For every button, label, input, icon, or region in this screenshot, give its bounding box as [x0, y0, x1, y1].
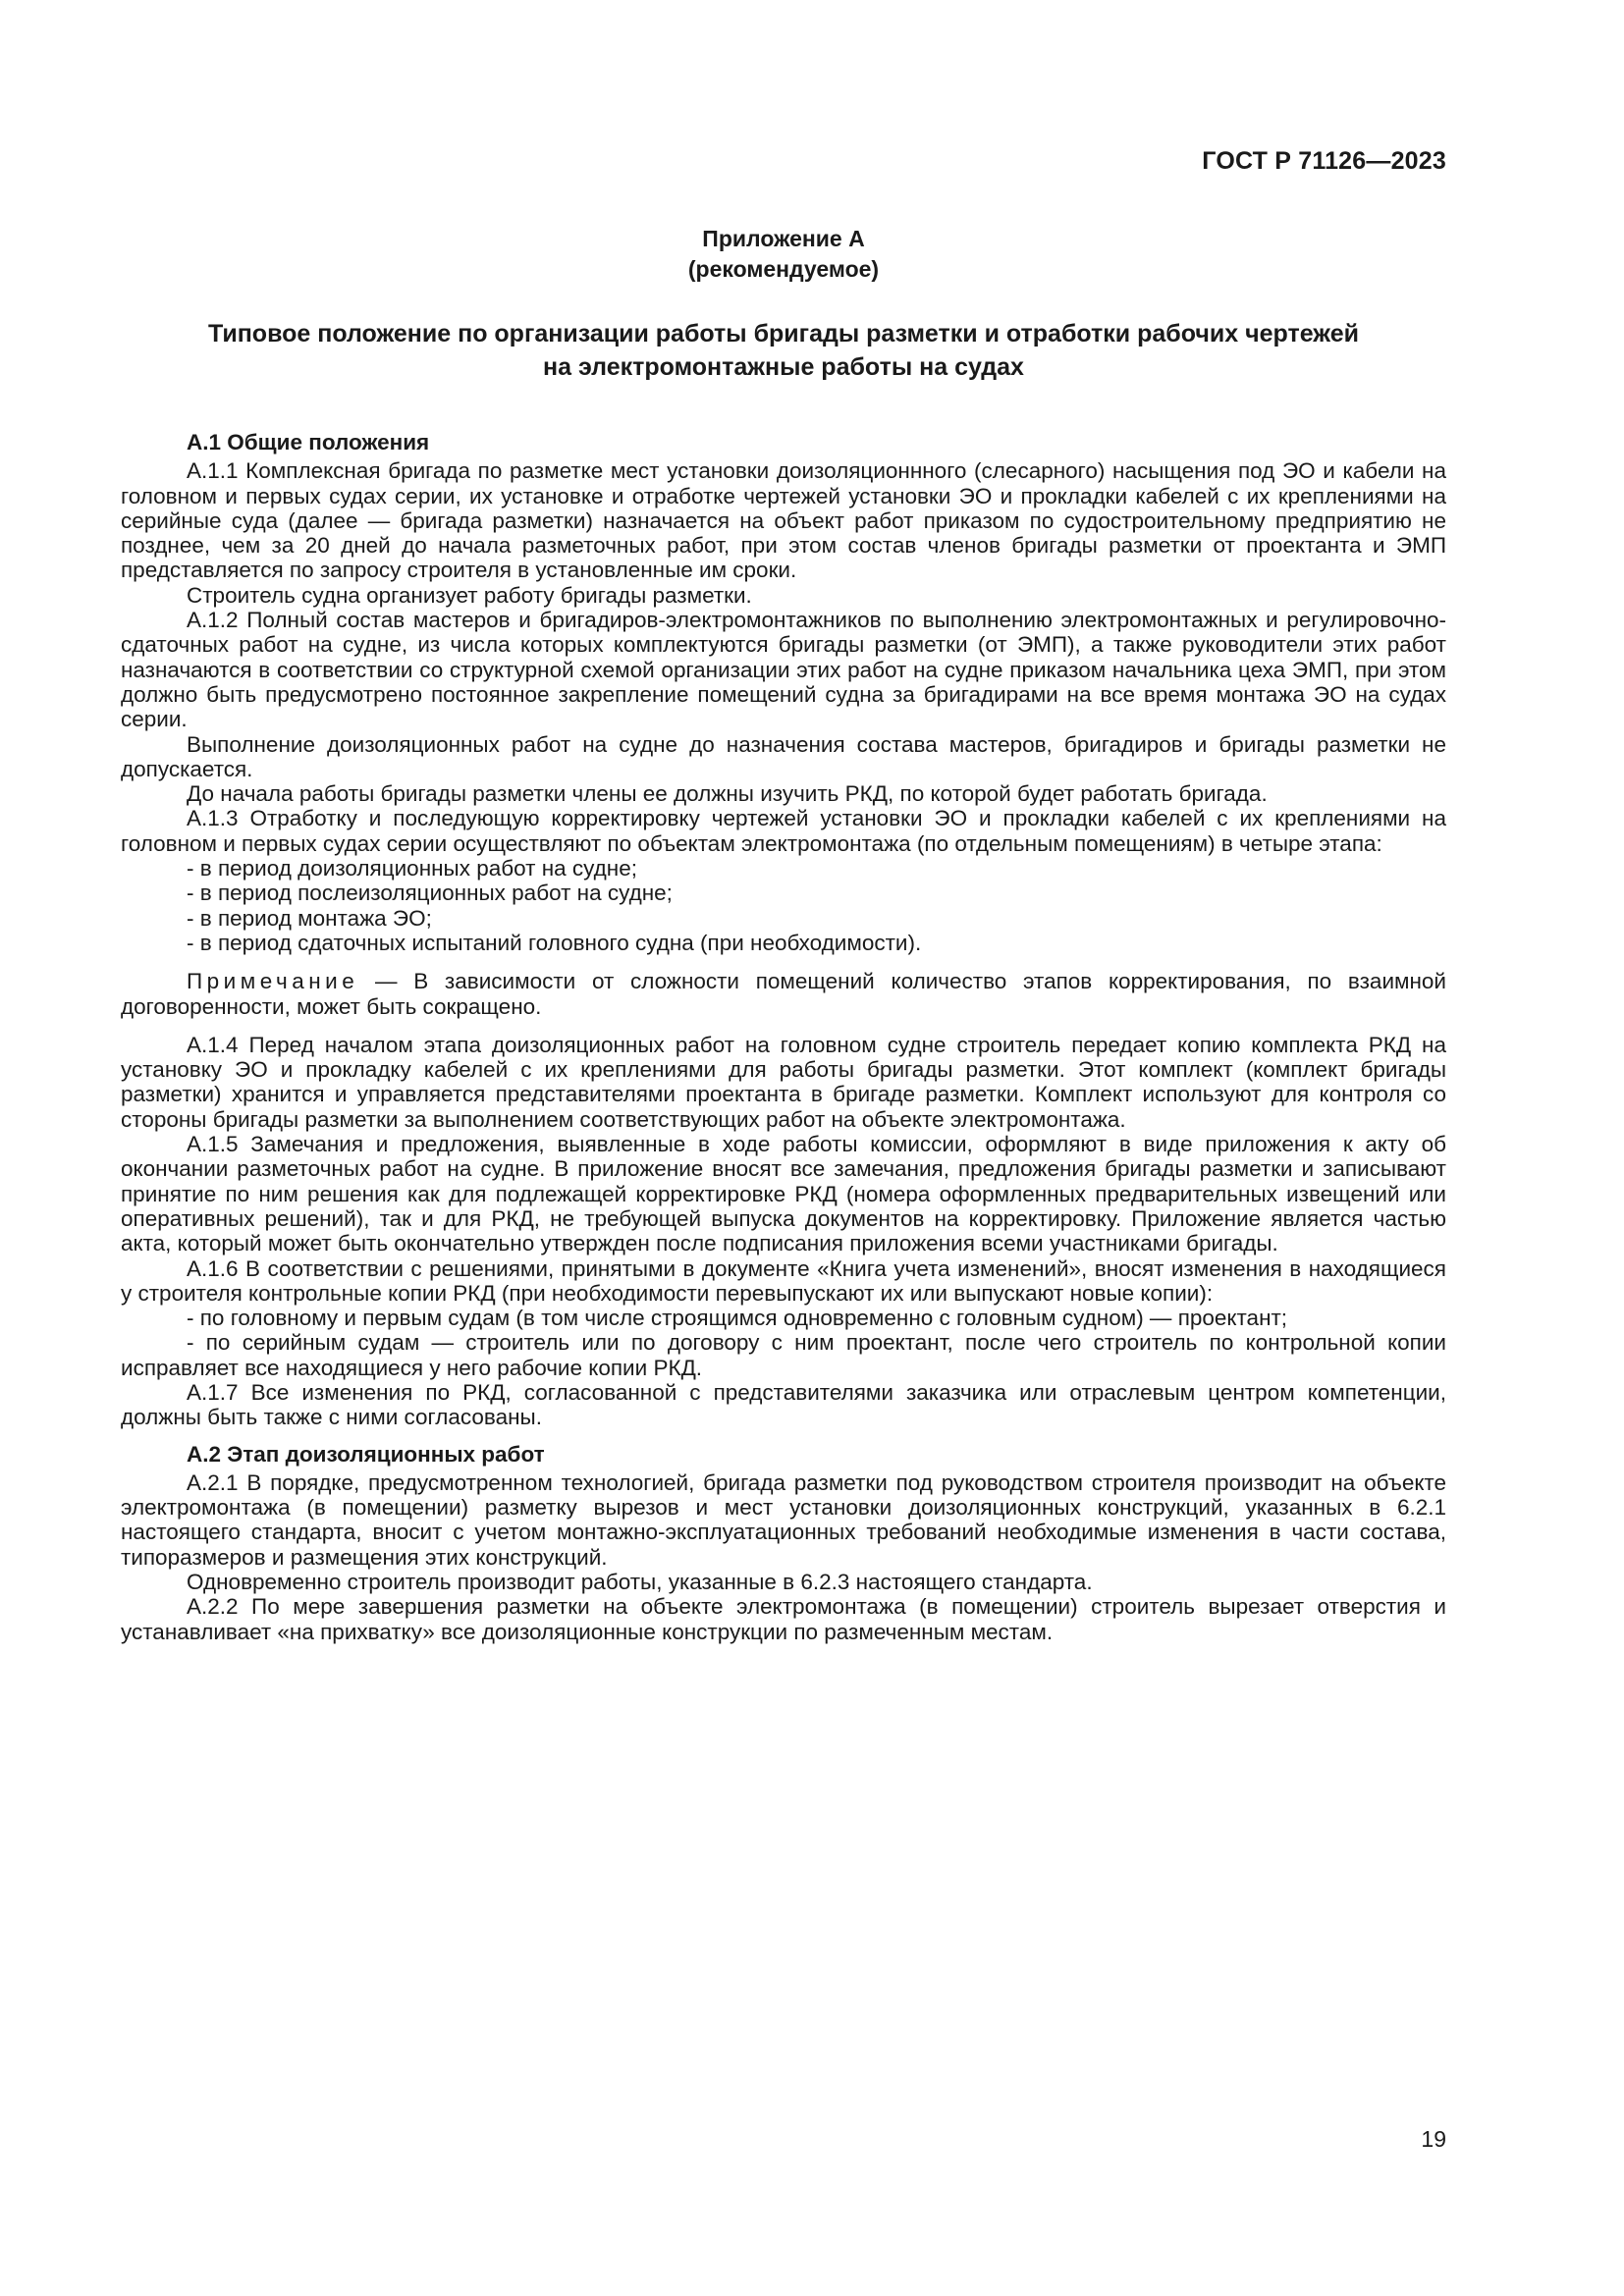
paragraph: А.1.4 Перед началом этапа доизоляционных работ на головном судне строитель передает копию комплекта РКД на установку ЭО и прокладку кабелей с их креплениями для работы бригады разметки. Этот комплект (комплект бригады разметки) хранится и управляется представителями проектанта в бригаде разметки. Комплект используют для контроля со стороны бригады разметки за выполнением соответствующих работ на объекте электромонтажа.	[121, 1032, 1446, 1132]
paragraph: А.2.1 В порядке, предусмотренном технологией, бригада разметки под руководством строителя производит на объекте электромонтажа (в помещении) разметку вырезов и мест установки доизоляционных конструкций, указанных в 6.2.1 настоящего стандарта, вносит с учетом монтажно-эксплуатационных требований необходимые изменения в части состава, типоразмеров и размещения этих конструкций.	[121, 1469, 1446, 1570]
paragraph: А.1.2 Полный состав мастеров и бригадиров-электромонтажников по выполнению электромонтажных и регулировочно-сдаточных работ на судне, из числа которых комплектуются бригады разметки (от ЭМП), а также руководители этих работ назначаются в соответствии со структурной схемой организации этих работ на судне приказом начальника цеха ЭМП, при этом должно быть предусмотрено постоянное закрепление помещений судна за бригадирами на все время монтажа ЭО на судах серии.	[121, 608, 1446, 732]
note	[121, 969, 1446, 1019]
document-title	[121, 317, 1446, 384]
paragraph: А.2.2 По мере завершения разметки на объекте электромонтажа (в помещении) строитель вырезает отверстия и устанавливает «на прихватку» все доизоляционные конструкции по размеченным местам.	[121, 1594, 1446, 1644]
document-body	[121, 430, 1446, 1644]
list-item: - в период доизоляционных работ на судне;	[187, 856, 637, 881]
paragraph: А.1.3 Отработку и последующую корректировку чертежей установки ЭО и прокладки кабелей с их креплениями на головном и первых судах серии осуществляют по объектам электромонтажа (по отдельным помещениям) в четыре этапа:	[121, 806, 1446, 856]
paragraph: Строитель судна организует работу бригады разметки.	[187, 582, 752, 608]
paragraph: А.1.7 Все изменения по РКД, согласованной с представителями заказчика или отраслевым центром компетенции, должны быть также с ними согласованы.	[121, 1379, 1446, 1430]
note-label: Примечание	[187, 969, 359, 994]
list-item: - по головному и первым судам (в том числе строящимся одновременно с головным судном) — проектант;	[187, 1306, 1288, 1331]
title-line-2: на электромонтажные работы на судах	[543, 353, 1024, 381]
section-heading-a1: А.1 Общие положения	[187, 430, 430, 454]
title-line-1: Типовое положение по организации работы бригады разметки и отработки рабочих чертежей	[208, 320, 1359, 347]
paragraph: Выполнение доизоляционных работ на судне до назначения состава мастеров, бригадиров и бригады разметки не допускается.	[121, 731, 1446, 781]
appendix-status: (рекомендуемое)	[687, 256, 880, 282]
paragraph: А.1.5 Замечания и предложения, выявленные в ходе работы комиссии, оформляют в виде приложения к акту об окончании разметочных работ на судне. В приложение вносят все замечания, предложения бригады разметки и записывают принятие по ним решения как для подлежащей корректировке РКД (номера оформленных предварительных извещений или оперативных решений), так и для РКД, не требующей выпуска документов на корректировку. Приложение является частью акта, который может быть окончательно утвержден после подписания приложения всеми участниками бригады.	[121, 1132, 1446, 1256]
appendix-heading	[121, 224, 1446, 285]
paragraph: Одновременно строитель производит работы, указанные в 6.2.3 настоящего стандарта.	[187, 1570, 1093, 1595]
page-number: 19	[1421, 2126, 1446, 2152]
document-id: ГОСТ Р 71126—2023	[1202, 147, 1446, 175]
list-item: - в период монтажа ЭО;	[187, 905, 432, 931]
list-item: - в период послеизоляционных работ на судне;	[187, 881, 673, 906]
section-heading-a2: А.2 Этап доизоляционных работ	[187, 1441, 545, 1467]
appendix-label: Приложение А	[702, 226, 865, 251]
paragraph: А.1.1 Комплексная бригада по разметке мест установки доизоляционнного (слесарного) насыщения под ЭО и кабели на головном и первых судах серии, их установке и отработке чертежей установки ЭО и прокладки кабелей с их креплениями на серийные суда (далее — бригада разметки) назначается на объект работ приказом по судостроительному предприятию не позднее, чем за 20 дней до начала разметочных работ, при этом состав членов бригады разметки от проектанта и ЭМП представляется по запросу строителя в установленные им сроки.	[121, 458, 1446, 583]
note-text: — В зависимости от сложности помещений количество этапов корректирования, по взаимной договоренности, может быть сокращено.	[121, 969, 1446, 1019]
list-item: - в период сдаточных испытаний головного судна (при необходимости).	[187, 930, 922, 955]
paragraph: До начала работы бригады разметки члены ее должны изучить РКД, по которой будет работать бригада.	[187, 781, 1268, 807]
list-item: - по серийным судам — строитель или по договору с ним проектант, после чего строитель по контрольной копии исправляет все находящиеся у него рабочие копии РКД.	[121, 1330, 1446, 1380]
paragraph: А.1.6 В соответствии с решениями, принятыми в документе «Книга учета изменений», вносят изменения в находящиеся у строителя контрольные копии РКД (при необходимости перевыпускают их или выпускают новые копии):	[121, 1255, 1446, 1306]
